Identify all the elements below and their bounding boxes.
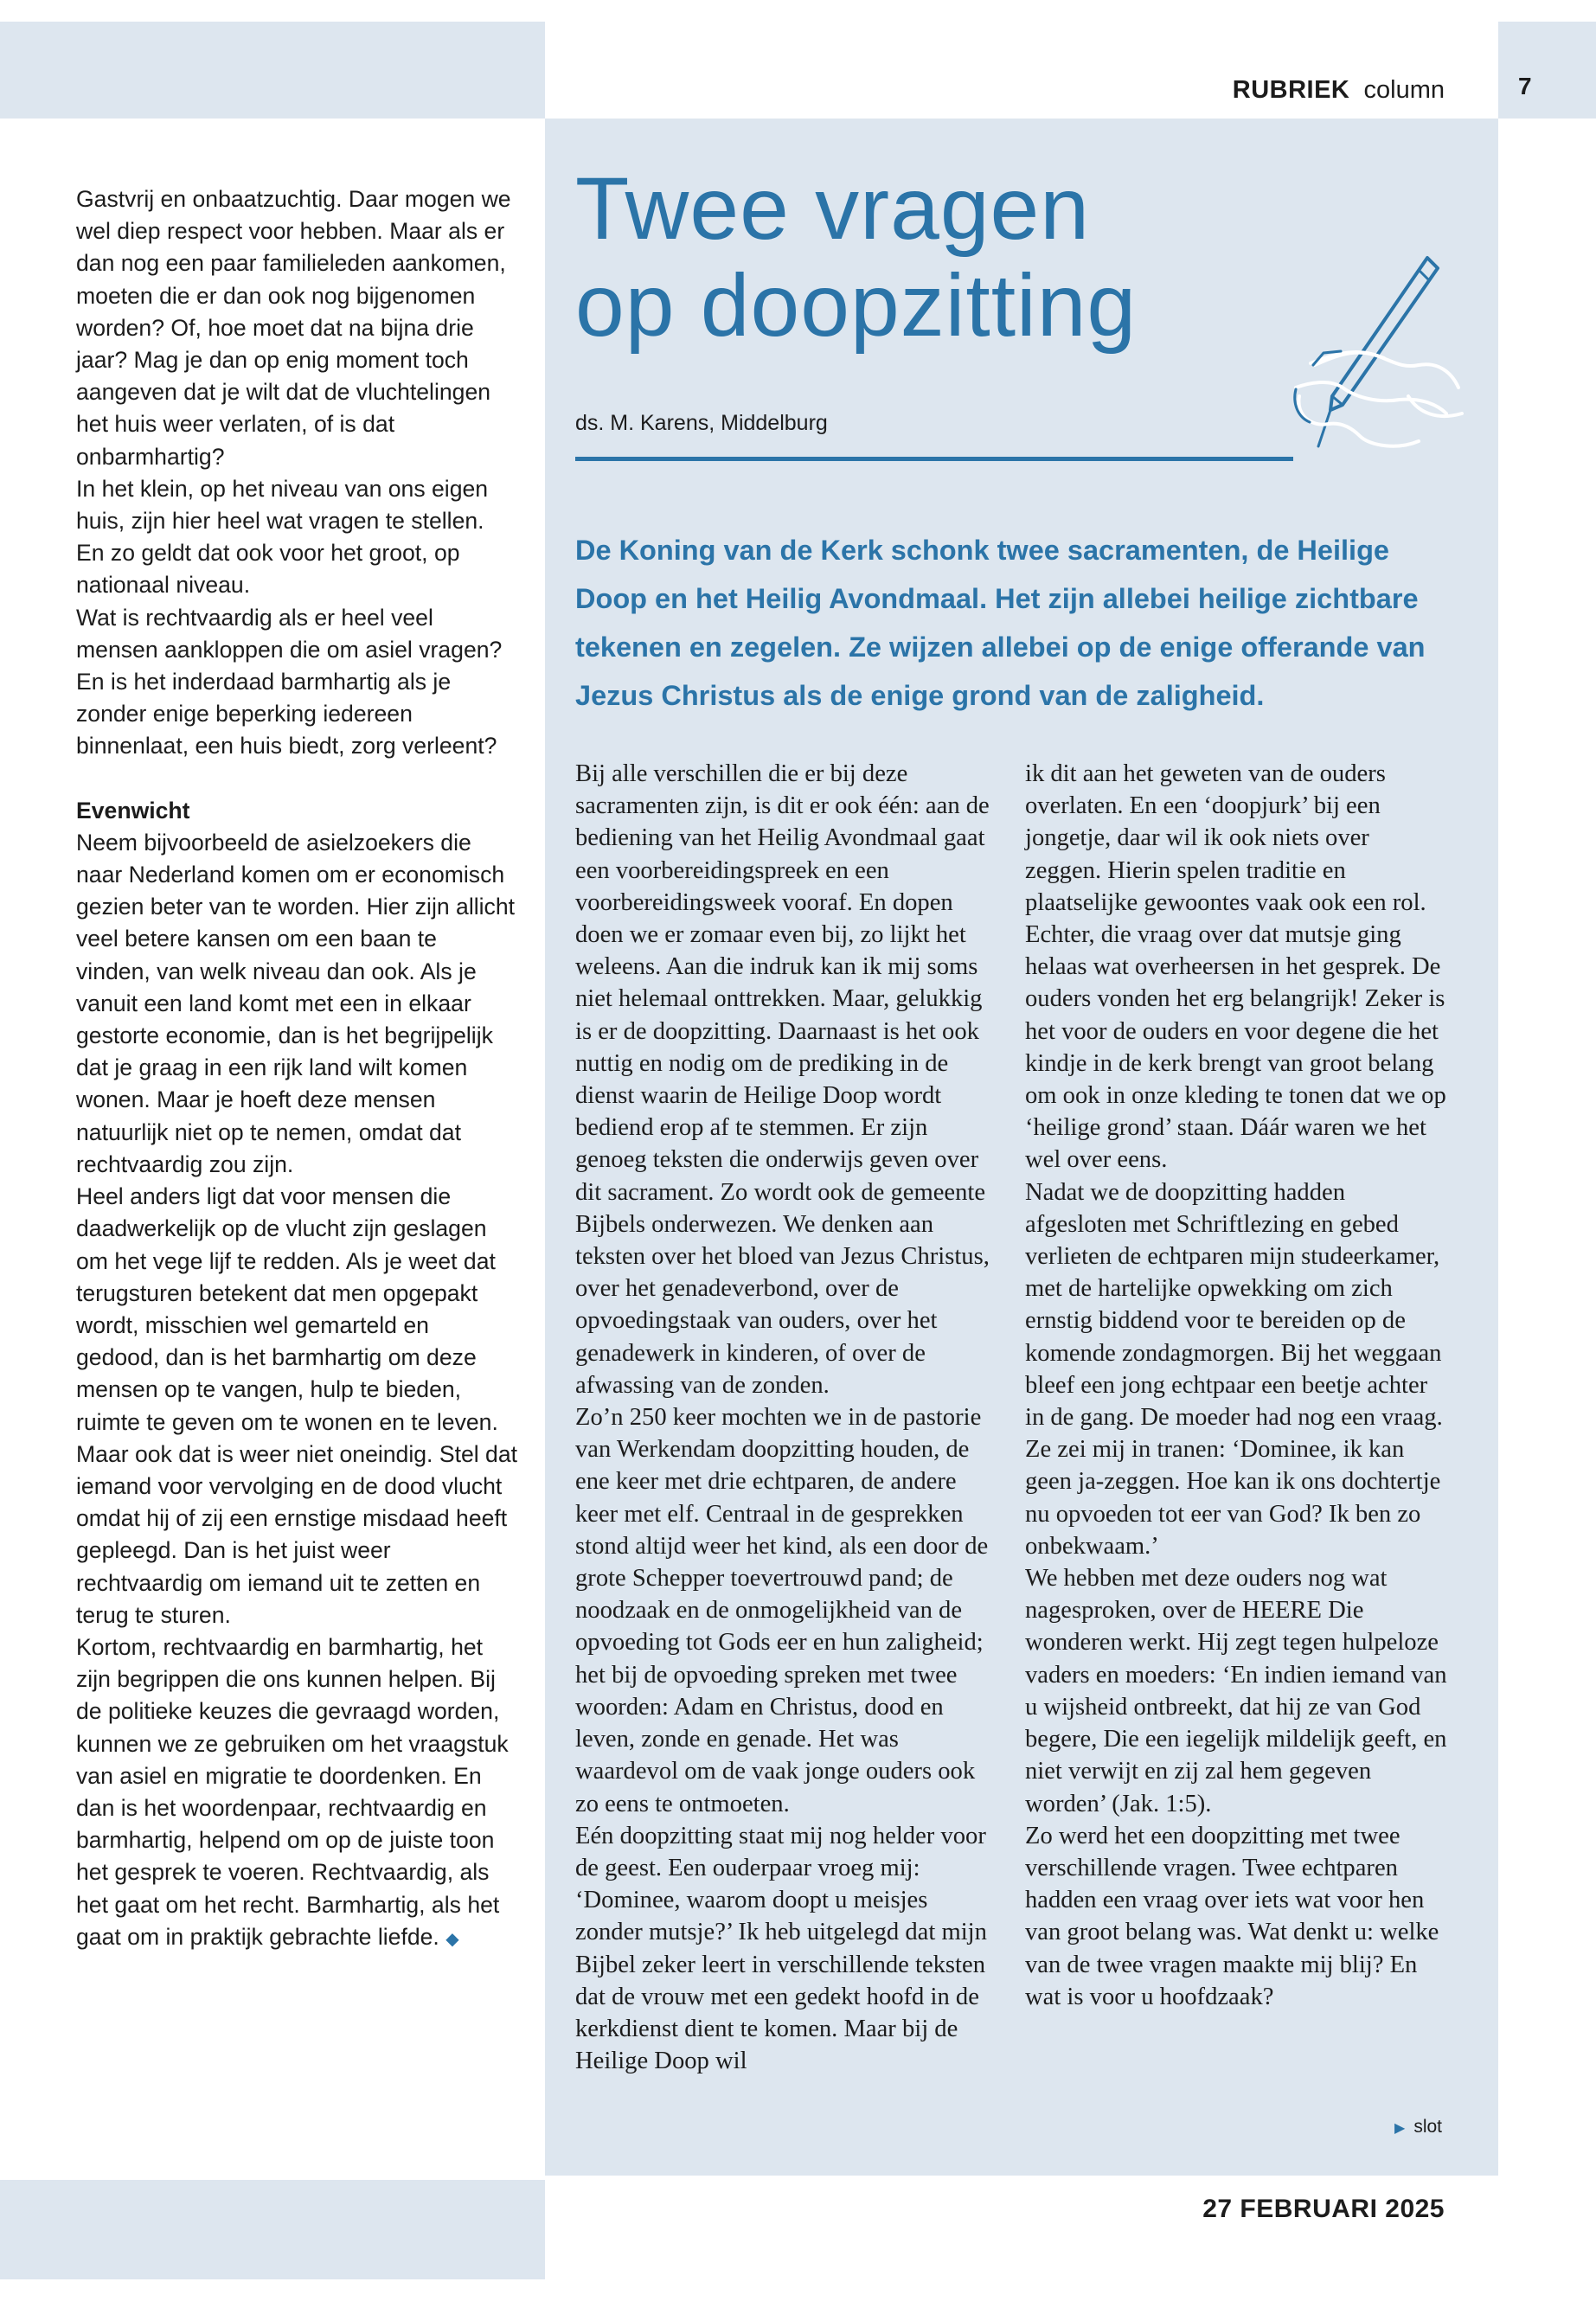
triangle-right-icon: ▶ xyxy=(1394,2121,1406,2136)
body-paragraph: ik dit aan het geweten van de ouders overlaten. En een ‘doopjurk’ bij een jongetje, daar wil ik ook niets over zeggen. Hierin spelen traditie en plaatselijke gewoontes vaak ook een rol. xyxy=(1025,760,1426,916)
left-paragraph: In het klein, op het niveau van ons eigen huis, zijn hier heel wat vragen te stellen. En zo geldt dat ook voor het groot, op nationaal niveau. xyxy=(76,475,489,599)
left-column xyxy=(76,183,517,1956)
body-paragraph: We hebben met deze ouders nog wat nagesproken, over de HEERE Die wonderen werkt. Hij zegt tegen hulpeloze vaders en moeders: ‘En indien iemand van u wijsheid ontbreekt, dat hij ze van God begere, Die een iegelijk mildelijk geeft, en niet verwijt en zij zal hem gegeven worden’ (Jak. 1:5). xyxy=(1025,1565,1447,1817)
body-paragraph: Nadat we de doopzitting hadden afgesloten met Schriftlezing en gebed verlieten de echtparen mijn studeerkamer, met de hartelijke opwekking om zich ernstig biddend voor te bereiden op de komende zondagmorgen. Bij het weggaan bleef een jong echtpaar een beetje achter in de gang. De moeder had nog een vraag. Ze zei mij in tranen: ‘Dominee, ik kan geen ja-zeggen. Hoe kan ik ons dochtertje nu opvoeden tot eer van God? Ik ben zo onbekwaam.’ xyxy=(1025,1178,1443,1560)
body-paragraph: Echter, die vraag over dat mutsje ging helaas wat overheersen in het gesprek. De ouders vonden het erg belangrijk! Zeker is het voor de ouders en voor degene die het kindje in de kerk brengt van groot belang om ook in onze kleding te tonen dat we op ‘heilige grond’ staan. Dáár waren we het wel over eens. xyxy=(1025,921,1446,1174)
slot-label: slot xyxy=(1413,2117,1442,2137)
article-end-marker xyxy=(1394,2117,1442,2138)
body-paragraph: Bij alle verschillen die er bij deze sacramenten zijn, is dit er ook één: aan de bediening van het Heilig Avondmaal gaat een voorbereidingspreek en een voorbereidingsweek vooraf. En dopen doen we er zomaar even bij, zo lijkt het weleens. Aan die indruk kan ik mij soms niet helemaal onttrekken. Maar, gelukkig is er de doopzitting. Daarnaast is het ook nuttig en nodig om de prediking in de dienst waarin de Heilige Doop wordt bediend erop af te stemmen. Er zijn genoeg teksten die onderwijs geven over dit sacrament. Zo wordt ook de gemeente Bijbels onderwezen. We denken aan teksten over het bloed van Jezus Christus, over het genadeverbond, over de opvoedingstaak van ouders, over het genadewerk in kinderen, of over de afwassing van de zonden. xyxy=(575,760,990,1399)
left-paragraph xyxy=(76,1631,517,1956)
left-paragraph: Gastvrij en onbaatzuchtig. Daar mogen we wel diep respect voor hebben. Maar als er dan nog een paar familieleden aankomen, moeten die er dan ook nog bijgenomen worden? Of, hoe moet dat na bijna drie jaar? Mag je dan op enig moment toch aangeven dat je wilt dat de vluchtelingen het huis weer verlaten, of is dat onbarmhartig? xyxy=(76,186,511,470)
header-band-left xyxy=(0,22,545,119)
article-title xyxy=(575,160,1137,354)
body-paragraph: Zo werd het een doopzitting met twee verschillende vragen. Twee echtparen hadden een vraag over iets wat voor hen van groot belang was. Wat denkt u: welke van de twee vragen maakte mij blij? En wat is voor u hoofdzaak? xyxy=(1025,1822,1439,2010)
body-paragraph: Zo’n 250 keer mochten we in de pastorie van Werkendam doopzitting houden, de ene keer met drie echtparen, de andere keer met elf. Centraal in de gesprekken stond altijd weer het kind, als een door de grote Schepper toevertrouwd pand; de noodzaak en de onmogelijkheid van de opvoeding tot Gods eer en hun zaligheid; het bij de opvoeding spreken met twee woorden: Adam en Christus, dood en leven, zonde en genade. Het was waardevol om de vaak jonge ouders ook zo eens te ontmoeten. xyxy=(575,1404,989,1817)
page-number: 7 xyxy=(1518,73,1532,99)
title-line-2: op doopzitting xyxy=(575,256,1138,355)
article-column-2 xyxy=(1025,758,1449,2013)
left-paragraph: Wat is rechtvaardig als er heel veel mensen aankloppen die om asiel vragen? En is het inderdaad barmhartig als je zonder enige beperking iedereen binnenlaat, een huis biedt, zorg verleent? xyxy=(76,604,503,760)
article-author: ds. M. Karens, Middelburg xyxy=(575,411,828,435)
left-subheading: Evenwicht xyxy=(76,797,190,824)
pen-writing-icon xyxy=(1289,251,1466,467)
section-label xyxy=(1233,76,1445,105)
body-paragraph: Eén doopzitting staat mij nog helder voor de geest. Een ouderpaar vroeg mij: ‘Dominee, waarom doopt u meisjes zonder mutsje?’ Ik heb uitgelegd dat mijn Bijbel zeker leert in verschillende teksten dat de vrouw met een gedekt hoofd in de kerkdienst dient te komen. Maar bij de Heilige Doop wil xyxy=(575,1822,987,2075)
title-rule xyxy=(575,457,1293,461)
article-column-1 xyxy=(575,758,999,2077)
left-paragraph: Heel anders ligt dat voor mensen die daadwerkelijk op de vlucht zijn geslagen om het vege lijf te redden. Als je weet dat terugsturen betekent dat men opgepakt wordt, misschien wel gemarteld en gedood, dan is het barmhartig om deze mensen op te vangen, hulp te bieden, ruimte te geven om te wonen en te leven. Maar ook dat is weer niet oneindig. Stel dat iemand voor vervolging en de dood vlucht omdat hij of zij een ernstige misdaad heeft gepleegd. Dan is het juist weer rechtvaardig om iemand uit te zetten en terug te sturen. xyxy=(76,1183,518,1628)
subsection-name: column xyxy=(1363,76,1445,104)
left-paragraph-text: Kortom, rechtvaardig en barmhartig, het zijn begrippen die ons kunnen helpen. Bij de politieke keuzes die gevraagd worden, kunnen we ze gebruiken om het vraagstuk van asiel en migratie te doordenken. En dan is het woordenpaar, rechtvaardig en barmhartig, helpend om op de juiste toon het gesprek te voeren. Rechtvaardig, als het gaat om het recht. Barmhartig, als het gaat om in praktijk gebrachte liefde. xyxy=(76,1633,509,1950)
left-paragraph: Neem bijvoorbeeld de asielzoekers die naar Nederland komen om er economisch gezien beter van te worden. Hier zijn allicht veel betere kansen om een baan te vinden, van welk niveau dan ook. Als je vanuit een land komt met een in elkaar gestorte economie, dan is het begrijpelijk dat je graag in een rijk land wilt komen wonen. Maar je hoeft deze mensen natuurlijk niet op te nemen, omdat dat rechtvaardig zou zijn. xyxy=(76,829,516,1177)
footer-band-left xyxy=(0,2180,545,2279)
article-lead: De Koning van de Kerk schonk twee sacramenten, de Heilige Doop en het Heilig Avondmaal. Het zijn allebei heilige zichtbare tekenen en zegelen. Ze wijzen allebei op de enige offerande van Jezus Christus als de enige grond van de zaligheid. xyxy=(575,535,1426,711)
section-name: RUBRIEK xyxy=(1232,76,1350,104)
header-band-right xyxy=(1498,22,1596,119)
issue-date: 27 FEBRUARI 2025 xyxy=(1202,2195,1445,2223)
title-line-1: Twee vragen xyxy=(575,159,1091,258)
end-diamond-icon: ◆ xyxy=(445,1929,459,1949)
